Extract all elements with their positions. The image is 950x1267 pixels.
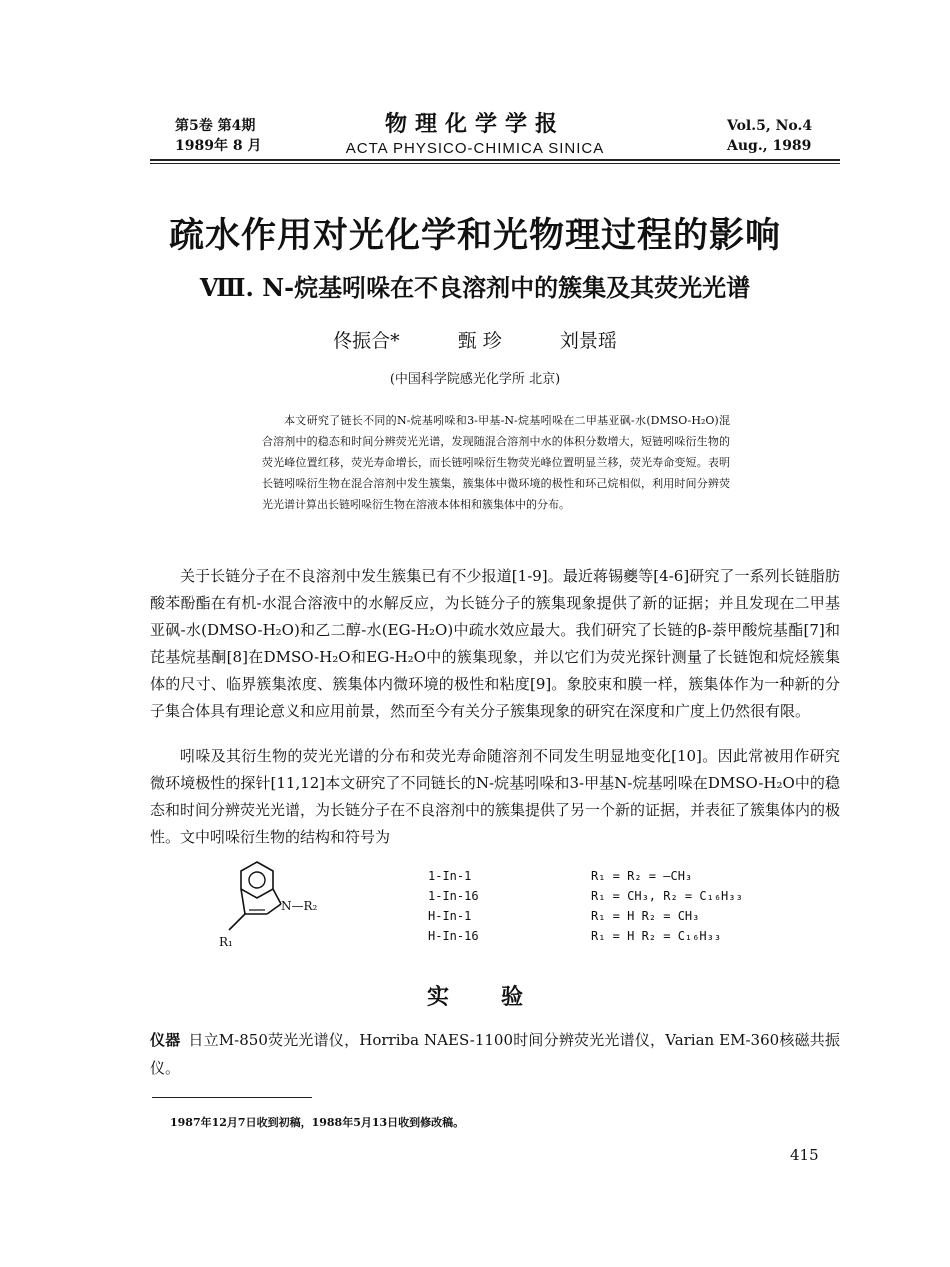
body-paragraph-1 — [150, 563, 840, 725]
compound-code: H-In-16 — [428, 929, 479, 943]
n-substituent-label: N—R₂ — [281, 899, 318, 913]
bond — [229, 914, 245, 930]
compound-code: 1-In-1 — [428, 869, 472, 883]
header-rule-thin — [150, 163, 840, 164]
journal-volume-en — [727, 116, 812, 156]
affiliation: (中国科学院感光化学所 北京) — [389, 372, 561, 387]
instruments-paragraph — [150, 1026, 840, 1082]
bond — [241, 889, 245, 914]
footnote: 1987年12月7日收到初稿，1988年5月13日收到修改稿。 — [170, 1116, 465, 1129]
article-subtitle: Ⅷ. N-烷基吲哚在不良溶剂中的簇集及其荧光光谱 — [199, 273, 751, 302]
journal-name-en: ACTA PHYSICO-CHIMICA SINICA — [345, 140, 605, 157]
header-rule-thick — [150, 159, 840, 161]
instruments-label: 仪器 — [150, 1031, 181, 1049]
volume-issue-en: Vol.5, No.4 — [727, 118, 813, 134]
author-3: 刘景瑶 — [559, 330, 617, 352]
abstract — [262, 410, 730, 515]
bond — [267, 904, 281, 914]
author-1: 佟振合* — [333, 330, 400, 352]
compound-substituents: R₁ = R₂ = —CH₃ — [591, 869, 693, 883]
section-title-part-2: 验 — [501, 984, 524, 1010]
compound-substituents: R₁ = H R₂ = C₁₆H₃₃ — [591, 929, 722, 943]
bond — [273, 889, 281, 904]
indole-structure-diagram — [215, 858, 335, 958]
compound-code: H-In-1 — [428, 909, 472, 923]
author-list — [0, 326, 950, 353]
paragraph-text: 关于长链分子在不良溶剂中发生簇集已有不少报道[1-9]。最近蒋锡夔等[4-6]研究了一系列长链脂肪酸苯酚酯在有机-水混合溶液中的水解反应，为长链分子的簇集现象提供了新的证据；并且发现在二甲基亚砜-水(DMSO-H₂O)和乙二醇-水(EG-H₂O)中疏水效应最大。我们研究了长链的β-萘甲酸烷基酯[7]和芘基烷基酮[8]在DMSO-H₂O和EG-H₂O中的簇集现象，并以它们为荧光探针测量了长链饱和烷烃簇集体的尺寸、临界簇集浓度、簇集体内微环境的极性和粘度[9]。象胶束和膜一样，簇集体作为一种新的分子集合体具有理论意义和应用前景，然而至今有关分子簇集现象的研究在深度和广度上仍然很有限。 — [150, 567, 840, 720]
r1-label: R₁ — [219, 935, 233, 949]
author-2: 甄 珍 — [457, 330, 502, 352]
article-title: 疏水作用对光化学和光物理过程的影响 — [168, 216, 781, 256]
compound-substituents: R₁ = H R₂ = CH₃ — [591, 909, 700, 923]
date-en: Aug., 1989 — [727, 138, 812, 154]
date-cn: 1989年 8 月 — [175, 138, 262, 154]
paragraph-text: 吲哚及其衍生物的荧光光谱的分布和荧光寿命随溶剂不同发生明显地变化[10]。因此常被用作研究微环境极性的探针[11,12]本文研究了不同链长的N-烷基吲哚和3-甲基N-烷基吲哚在DMSO-H₂O中的稳态和时间分辨荧光光谱，为长链分子在不良溶剂中的簇集提供了另一个新的证据，并表征了簇集体内的极性。文中吲哚衍生物的结构和符号为 — [150, 747, 841, 846]
page-number: 415 — [790, 1146, 819, 1164]
benzene-ring — [241, 862, 273, 898]
section-heading-experimental — [0, 980, 950, 1011]
volume-issue-cn: 第5卷 第4期 — [175, 118, 256, 134]
compound-substituents: R₁ = CH₃, R₂ = C₁₆H₃₃ — [591, 889, 743, 903]
abstract-text: 本文研究了链长不同的N-烷基吲哚和3-甲基-N-烷基吲哚在二甲基亚砜-水(DMSO-H₂O)混合溶剂中的稳态和时间分辨荧光光谱，发现随混合溶剂中水的体积分数增大，短链吲哚衍生物的荧光峰位置红移，荧光寿命增长，而长链吲哚衍生物荧光峰位置明显兰移，荧光寿命变短。表明长链吲哚衍生物在混合溶剂中发生簇集，簇集体中微环境的极性和环己烷相似，利用时间分辨荧光光谱计算出长链吲哚衍生物在溶液本体相和簇集体中的分布。 — [262, 414, 730, 511]
section-title-part-1: 实 — [426, 984, 449, 1010]
aromatic-circle — [249, 872, 265, 888]
compound-code: 1-In-16 — [428, 889, 479, 903]
journal-name-cn: 物理化学学报 — [384, 111, 565, 137]
body-paragraph-2 — [150, 743, 840, 851]
footnote-rule — [152, 1097, 312, 1098]
instruments-text: 日立M-850荧光光谱仪，Horriba NAES-1100时间分辨荧光光谱仪，Varian EM-360核磁共振仪。 — [150, 1031, 840, 1077]
